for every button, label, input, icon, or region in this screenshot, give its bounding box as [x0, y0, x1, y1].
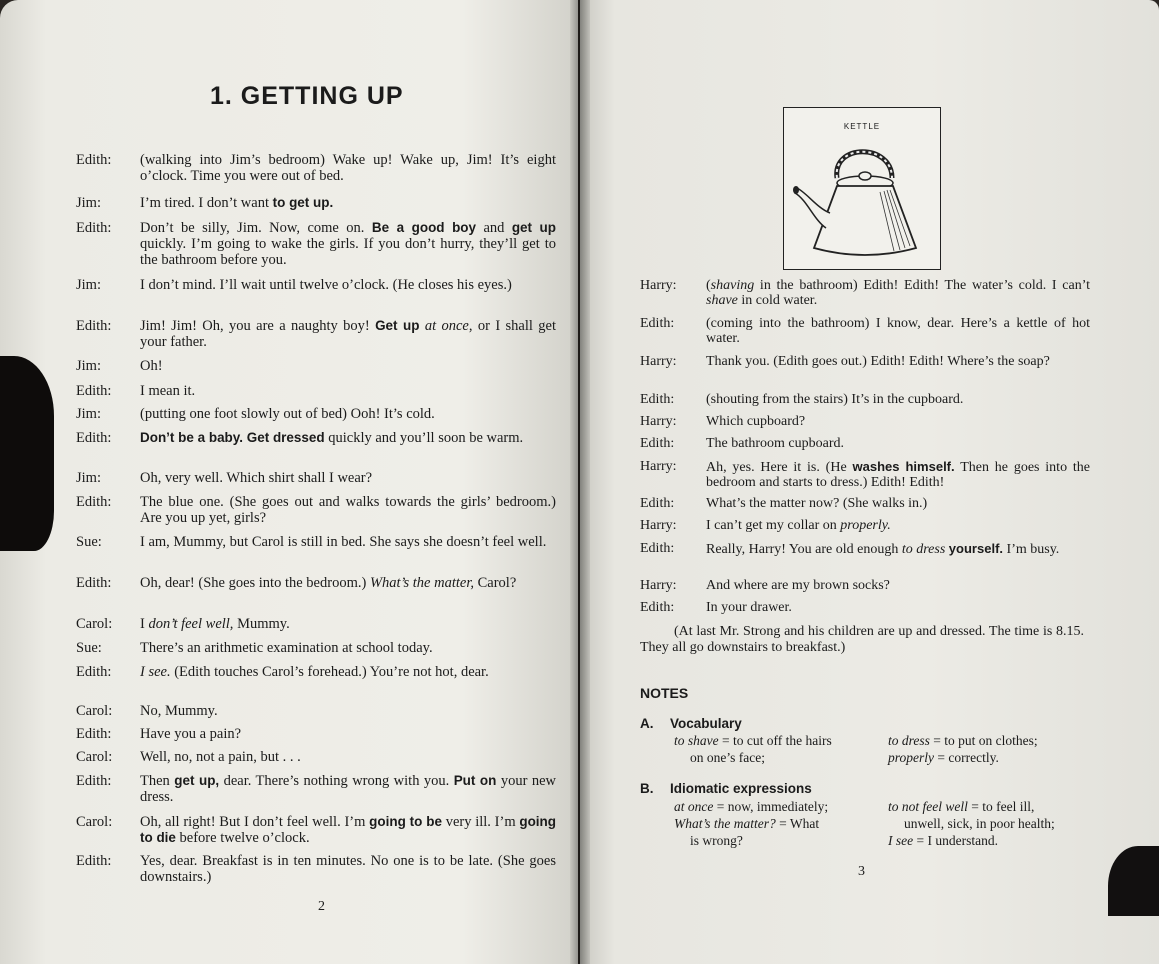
- speech-text: Oh, very well. Which shirt shall I wear?: [140, 470, 373, 486]
- speaker-name: Harry:: [640, 459, 677, 474]
- speaker-name: Sue:: [76, 534, 102, 550]
- idioms-right: to not feel well = to feel ill, unwell, sick, in poor health; I see = I understand.: [888, 799, 1055, 848]
- speech-text: I can’t get my collar on properly.: [706, 518, 891, 533]
- speech-text: Oh, dear! (She goes into the bedroom.) What’s the matter, Carol?: [140, 575, 517, 591]
- speaker-name: Edith:: [76, 152, 112, 168]
- speaker-name: Jim:: [76, 470, 101, 486]
- dialogue-line: [76, 703, 556, 719]
- vocabulary-left: to shave = to cut off the hairs on one’s face;: [674, 733, 832, 765]
- dialogue-line: [640, 496, 1090, 511]
- speaker-name: Jim:: [76, 358, 101, 374]
- book-gutter: [570, 0, 590, 964]
- speaker-name: Edith:: [76, 664, 112, 680]
- speaker-name: Edith:: [76, 575, 112, 591]
- speech-text: And where are my brown socks?: [706, 578, 890, 593]
- speech-text: (shouting from the stairs) It’s in the cupboard.: [706, 392, 964, 407]
- speech-text: Have you a pain?: [140, 726, 242, 742]
- speech-text: Which cupboard?: [706, 414, 806, 429]
- speech-text: (walking into Jim’s bedroom) Wake up! Wake up, Jim! It’s eight o’clock. Time you were out of bed.: [140, 152, 556, 184]
- speaker-name: Edith:: [640, 392, 675, 407]
- dialogue-line: [640, 600, 1090, 615]
- dialogue-line: [640, 392, 1090, 407]
- dialogue-line: [76, 773, 556, 805]
- dialogue-line: [76, 494, 556, 526]
- speaker-name: Edith:: [76, 726, 112, 742]
- dialogue-line: [76, 749, 556, 765]
- section-title: Vocabulary: [670, 716, 742, 731]
- kettle-icon: [792, 138, 932, 263]
- speaker-name: Carol:: [76, 616, 113, 632]
- speaker-name: Carol:: [76, 814, 113, 830]
- dialogue-line: [640, 518, 1090, 533]
- dialogue-line: [640, 278, 1090, 308]
- dialogue-line: [640, 578, 1090, 593]
- notes-section-a-heading: [640, 716, 742, 731]
- dialogue-line: [76, 358, 556, 374]
- speech-text: I see. (Edith touches Carol’s forehead.) You’re not hot, dear.: [140, 664, 489, 680]
- dialogue-line: [76, 853, 556, 885]
- dialogue-line: [76, 814, 556, 846]
- figure-label: KETTLE: [843, 122, 881, 131]
- dialogue-line: [640, 459, 1090, 490]
- narration: (At last Mr. Strong and his children are up and dressed. The time is 8.15. They all go downstairs to breakfast.): [640, 624, 1084, 655]
- section-letter: B.: [640, 781, 654, 796]
- speaker-name: Edith:: [76, 220, 112, 236]
- speaker-name: Edith:: [76, 773, 112, 789]
- speaker-name: Edith:: [76, 853, 112, 869]
- speech-text: Really, Harry! You are old enough to dress yourself. I’m busy.: [706, 541, 1060, 557]
- speech-text: Don’t be a baby. Get dressed quickly and you’ll soon be warm.: [140, 430, 524, 446]
- speaker-name: Jim:: [76, 277, 101, 293]
- speech-text: The bathroom cupboard.: [706, 436, 845, 451]
- chapter-title: 1. GETTING UP: [210, 82, 404, 110]
- speech-text: I am, Mummy, but Carol is still in bed. She says she doesn’t feel well.: [140, 534, 547, 550]
- speaker-name: Edith:: [76, 430, 112, 446]
- dialogue-line: [76, 318, 556, 350]
- dialogue-line: [76, 470, 556, 486]
- speech-text: (shaving in the bathroom) Edith! Edith! The water’s cold. I can’t shave in cold water.: [706, 278, 1090, 308]
- speech-text: Thank you. (Edith goes out.) Edith! Edith! Where’s the soap?: [706, 354, 1050, 369]
- speech-text: Oh!: [140, 358, 163, 374]
- page-number-left: 2: [318, 899, 325, 914]
- speech-text: Then get up, dear. There’s nothing wrong with you. Put on your new dress.: [140, 773, 556, 805]
- speech-text: Yes, dear. Breakfast is in ten minutes. No one is to be late. (She goes downstairs.): [140, 853, 556, 885]
- speaker-name: Edith:: [76, 494, 112, 510]
- speaker-name: Harry:: [640, 578, 677, 593]
- dialogue-line: [76, 152, 556, 184]
- speaker-name: Sue:: [76, 640, 102, 656]
- speaker-name: Harry:: [640, 354, 677, 369]
- dialogue-line: [640, 354, 1090, 369]
- speech-text: I don’t mind. I’ll wait until twelve o’clock. (He closes his eyes.): [140, 277, 512, 293]
- speaker-name: Harry:: [640, 518, 677, 533]
- speech-text: There’s an arithmetic examination at school today.: [140, 640, 433, 656]
- speaker-name: Edith:: [76, 318, 112, 334]
- speaker-name: Carol:: [76, 749, 113, 765]
- speaker-name: Carol:: [76, 703, 113, 719]
- speaker-name: Edith:: [76, 383, 112, 399]
- speech-text: In your drawer.: [706, 600, 792, 615]
- kettle-figure: [783, 107, 941, 270]
- speech-text: (coming into the bathroom) I know, dear. Here’s a kettle of hot water.: [706, 316, 1090, 346]
- speech-text: Don’t be silly, Jim. Now, come on. Be a good boy and get up quickly. I’m going to wake the girls. If you don’t hurry, they’ll get to the bathroom before you.: [140, 220, 557, 268]
- section-title: Idiomatic expressions: [670, 781, 812, 796]
- speaker-name: Jim:: [76, 195, 101, 211]
- dialogue-line: [640, 436, 1090, 451]
- dialogue-line: [76, 430, 556, 446]
- speaker-name: Edith:: [640, 496, 675, 511]
- speaker-name: Jim:: [76, 406, 101, 422]
- page-number-right: 3: [858, 864, 865, 879]
- section-letter: A.: [640, 716, 654, 731]
- notes-section-b-heading: [640, 781, 812, 796]
- idioms-left: at once = now, immediately; What’s the matter? = What is wrong?: [674, 799, 829, 848]
- dialogue-line: [76, 616, 556, 632]
- notes-heading: NOTES: [640, 685, 689, 701]
- speaker-name: Harry:: [640, 278, 677, 293]
- speaker-name: Edith:: [640, 600, 675, 615]
- speech-text: The blue one. (She goes out and walks towards the girls’ bedroom.) Are you up yet, girls?: [140, 494, 556, 526]
- speech-text: Oh, all right! But I don’t feel well. I’m going to be very ill. I’m going to die before twelve o’clock.: [140, 814, 556, 846]
- dialogue-line: [76, 383, 556, 399]
- speech-text: I don’t feel well, Mummy.: [140, 616, 290, 632]
- dialogue-line: [76, 406, 556, 422]
- speech-text: What’s the matter now? (She walks in.): [706, 496, 928, 511]
- speaker-name: Edith:: [640, 436, 675, 451]
- speech-text: Jim! Jim! Oh, you are a naughty boy! Get up at once, or I shall get your father.: [140, 318, 556, 350]
- speaker-name: Edith:: [640, 316, 675, 331]
- dialogue-line: [76, 664, 556, 680]
- dialogue-line: [76, 534, 556, 550]
- speech-text: (putting one foot slowly out of bed) Ooh! It’s cold.: [140, 406, 435, 422]
- dialogue-line: [76, 220, 556, 268]
- dialogue-line: [640, 414, 1090, 429]
- speech-text: I mean it.: [140, 383, 196, 399]
- dialogue-line: [640, 316, 1090, 346]
- dialogue-line: [76, 195, 556, 211]
- speaker-name: Harry:: [640, 414, 677, 429]
- dialogue-line: [76, 726, 556, 742]
- dialogue-line: [76, 277, 556, 293]
- vocabulary-right: to dress = to put on clothes; properly = correctly.: [888, 733, 1038, 765]
- dialogue-line: [76, 575, 556, 591]
- page-edge-shadow: [0, 356, 54, 551]
- dialogue-line: [76, 640, 556, 656]
- speech-text: I’m tired. I don’t want to get up.: [140, 195, 334, 211]
- speaker-name: Edith:: [640, 541, 675, 556]
- speech-text: No, Mummy.: [140, 703, 218, 719]
- dialogue-line: [640, 541, 1090, 557]
- speech-text: Well, no, not a pain, but . . .: [140, 749, 301, 765]
- speech-text: Ah, yes. Here it is. (He washes himself. Then he goes into the bedroom and starts to dress.) Edith! Edith!: [706, 459, 1090, 490]
